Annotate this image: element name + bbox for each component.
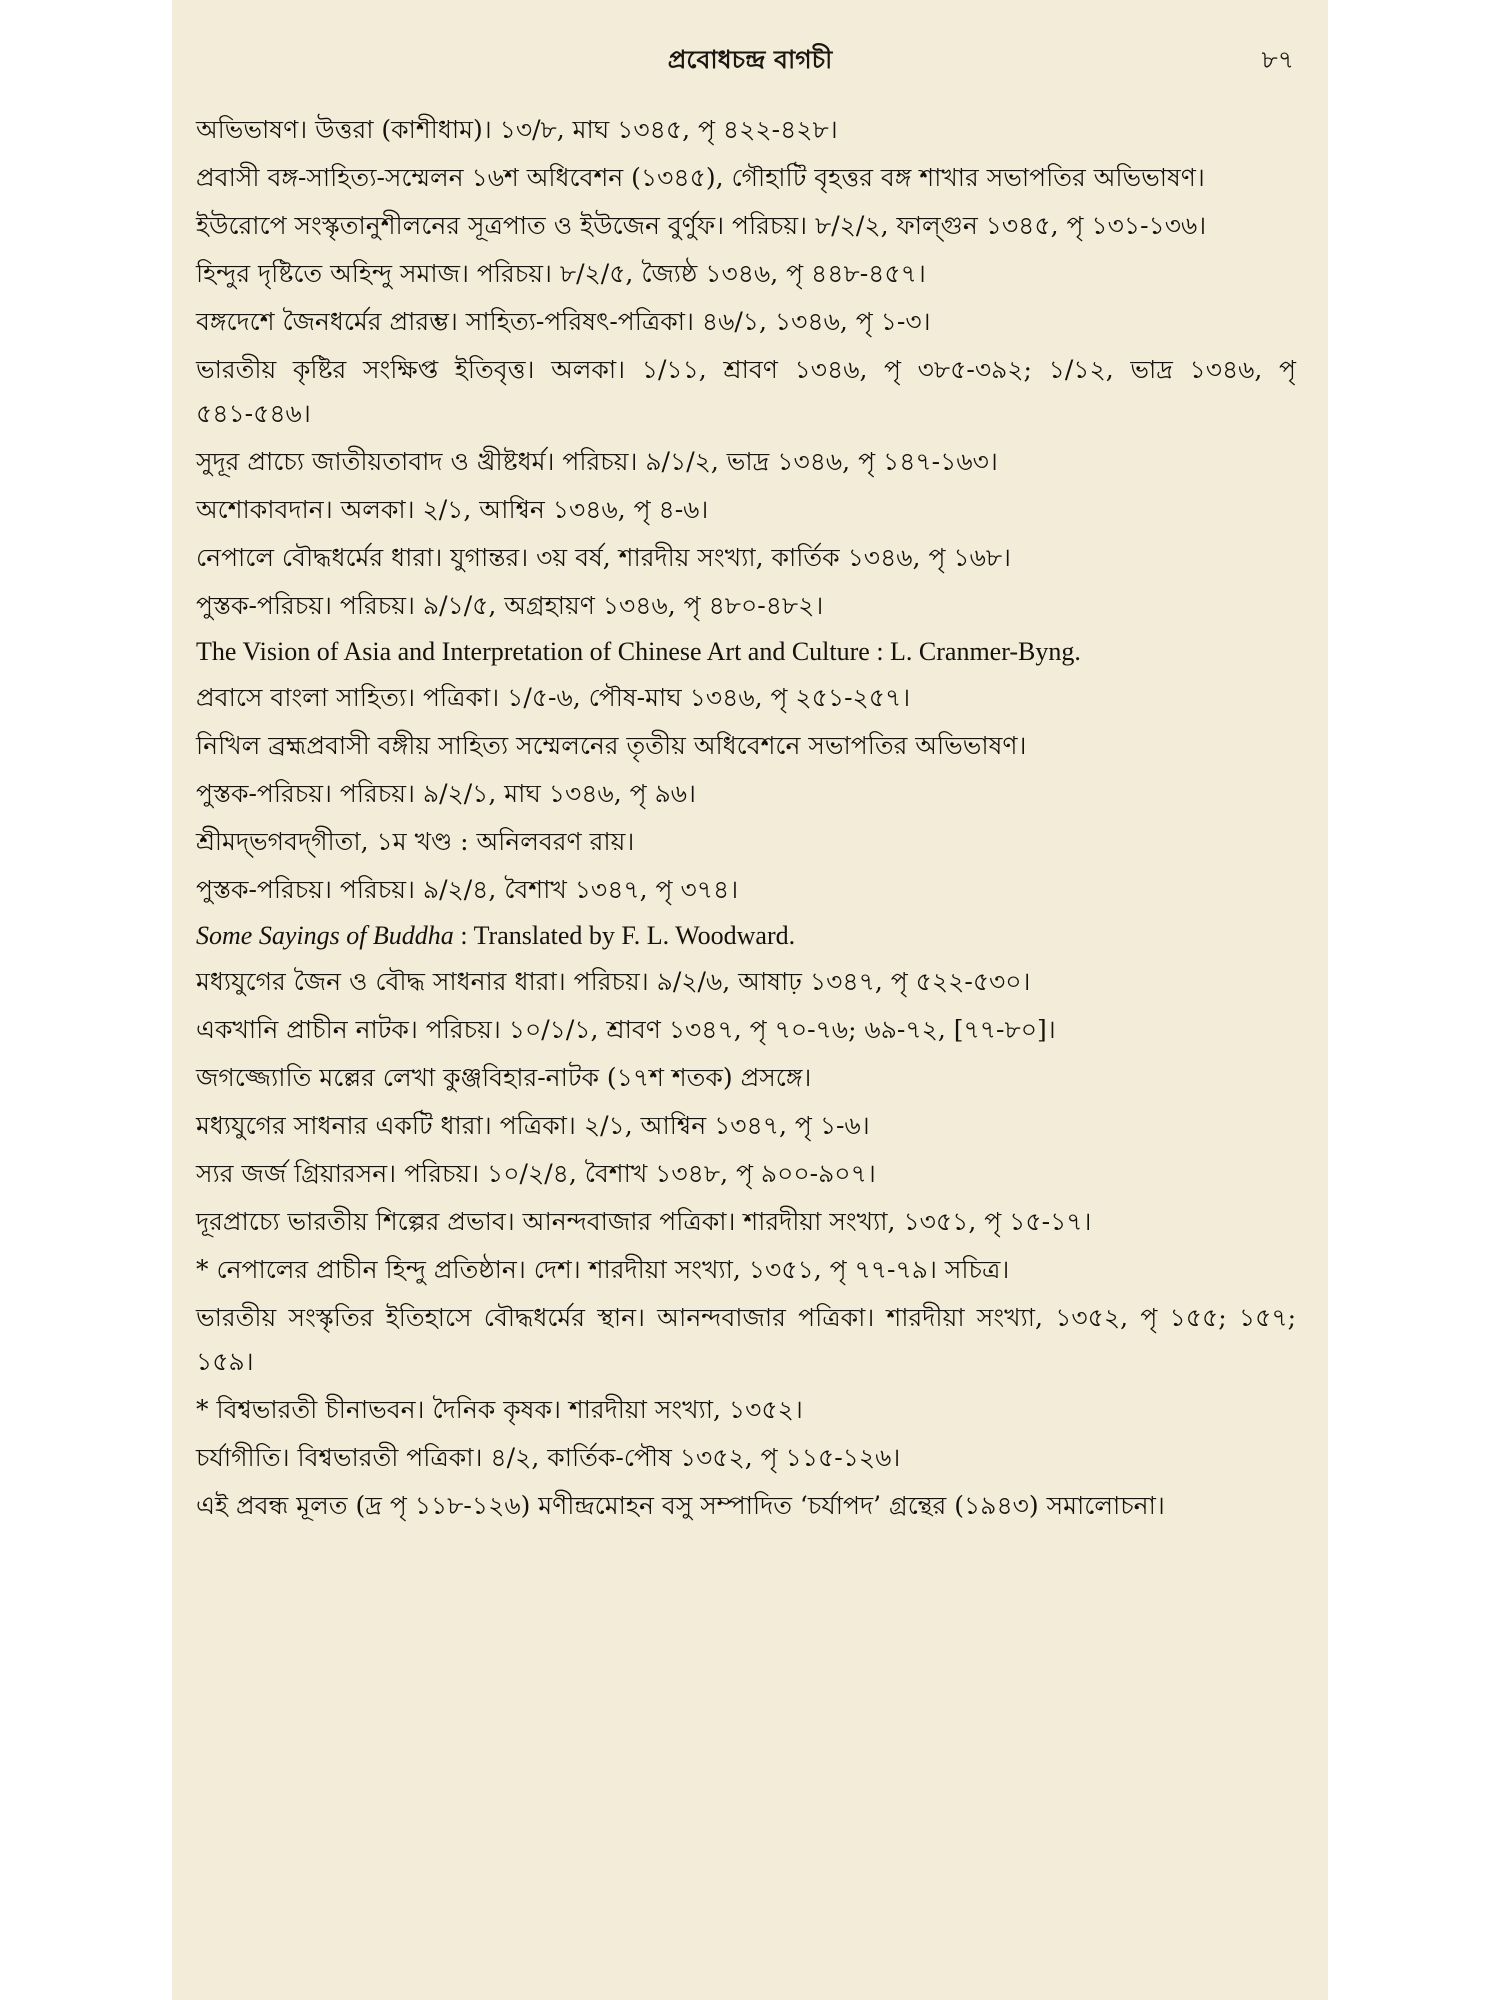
bibliography-entry: সুদূর প্রাচ্যে জাতীয়তাবাদ ও খ্রীষ্টধর্ম। পরিচয়। ৯/১/২, ভাদ্র ১৩৪৬, পৃ ১৪৭-১৬৩। bbox=[196, 447, 998, 476]
bibliography-entry: হিন্দুর দৃষ্টিতে অহিন্দু সমাজ। পরিচয়। ৮/২/৫, জ্যৈষ্ঠ ১৩৪৬, পৃ ৪৪৮-৪৫৭। bbox=[196, 259, 926, 288]
bibliography-entry: * নেপালের প্রাচীন হিন্দু প্রতিষ্ঠান। দেশ। শারদীয়া সংখ্যা, ১৩৫১, পৃ ৭৭-৭৯। সচিত্র। bbox=[196, 1255, 1010, 1284]
bibliography-note: এই প্রবন্ধ মূলত (দ্র পৃ ১১৮-১২৬) মণীন্দ্রমোহন বসু সম্পাদিত ‘চর্যাপদ’ গ্রন্থের (১৯৪৩) সমালোচনা। bbox=[196, 1491, 1165, 1520]
bibliography-note: নিখিল ব্রহ্মপ্রবাসী বঙ্গীয় সাহিত্য সম্মেলনের তৃতীয় অধিবেশনে সভাপতির অভিভাষণ। bbox=[196, 731, 1027, 760]
page-header bbox=[172, 40, 1328, 80]
bibliography-note: প্রবাসী বঙ্গ-সাহিত্য-সম্মেলন ১৬শ অধিবেশন (১৩৪৫), গৌহাটি বৃহত্তর বঙ্গ শাখার সভাপতির অভিভাষণ। bbox=[196, 163, 1205, 192]
reviewed-book-title: The Vision of Asia and Interpretation of Chinese Art and Culture : L. Cranmer-Byng. bbox=[196, 637, 1081, 666]
book-page bbox=[172, 0, 1328, 2000]
bibliography-entry: অশোকাবদান। অলকা। ২/১, আশ্বিন ১৩৪৬, পৃ ৪-৬। bbox=[196, 495, 709, 524]
bibliography-entry: ইউরোপে সংস্কৃতানুশীলনের সূত্রপাত ও ইউজেন বুর্ণুফ। পরিচয়। ৮/২/২, ফাল্গুন ১৩৪৫, পৃ ১৩১-১৩৬। bbox=[196, 211, 1207, 240]
bibliography-entry: মধ্যযুগের সাধনার একটি ধারা। পত্রিকা। ২/১, আশ্বিন ১৩৪৭, পৃ ১-৬। bbox=[196, 1111, 870, 1140]
bibliography-entry: দূরপ্রাচ্যে ভারতীয় শিল্পের প্রভাব। আনন্দবাজার পত্রিকা। শারদীয়া সংখ্যা, ১৩৫১, পৃ ১৫-১৭। bbox=[196, 1207, 1092, 1236]
bibliography-entry: অভিভাষণ। উত্তরা (কাশীধাম)। ১৩/৮, মাঘ ১৩৪৫, পৃ ৪২২-৪২৮। bbox=[196, 115, 838, 144]
bibliography-entry: একখানি প্রাচীন নাটক। পরিচয়। ১০/১/১, শ্রাবণ ১৩৪৭, পৃ ৭০-৭৬; ৬৯-৭২, [৭৭-৮০]। bbox=[196, 1015, 1056, 1044]
bibliography-entry: প্রবাসে বাংলা সাহিত্য। পত্রিকা। ১/৫-৬, পৌষ-মাঘ ১৩৪৬, পৃ ২৫১-২৫৭। bbox=[196, 683, 911, 712]
bibliography-note: জগজ্জ্যোতি মল্লের লেখা কুঞ্জবিহার-নাটক (১৭শ শতক) প্রসঙ্গে। bbox=[196, 1063, 812, 1092]
bibliography-entry: পুস্তক-পরিচয়। পরিচয়। ৯/২/৪, বৈশাখ ১৩৪৭, পৃ ৩৭৪। bbox=[196, 875, 739, 904]
reviewed-book-title bbox=[196, 916, 1296, 956]
bibliography-entry: ভারতীয় কৃষ্টির সংক্ষিপ্ত ইতিবৃত্ত। অলকা। ১/১১, শ্রাবণ ১৩৪৬, পৃ ৩৮৫-৩৯২; ১/১২, ভাদ্র ১৩৪৬, পৃ ৫৪১-৫৪৬। bbox=[196, 355, 1296, 428]
bibliography-entry: * বিশ্বভারতী চীনাভবন। দৈনিক কৃষক। শারদীয়া সংখ্যা, ১৩৫২। bbox=[196, 1395, 803, 1424]
reviewed-book-italic-title: Some Sayings of Buddha bbox=[196, 921, 454, 950]
bibliography-entry: চর্যাগীতি। বিশ্বভারতী পত্রিকা। ৪/২, কার্তিক-পৌষ ১৩৫২, পৃ ১১৫-১২৬। bbox=[196, 1443, 901, 1472]
reviewed-book-title: শ্রীমদ্‌ভগবদ্‌গীতা, ১ম খণ্ড : অনিলবরণ রায়। bbox=[196, 827, 635, 856]
bibliography-entry: নেপালে বৌদ্ধধর্মের ধারা। যুগান্তর। ৩য় বর্ষ, শারদীয় সংখ্যা, কার্তিক ১৩৪৬, পৃ ১৬৮। bbox=[196, 543, 1011, 572]
running-title: প্রবোধচন্দ্র বাগচী bbox=[667, 45, 833, 74]
bibliography-list bbox=[196, 108, 1296, 1532]
page-number: ৮৭ bbox=[1261, 45, 1294, 74]
bibliography-entry: পুস্তক-পরিচয়। পরিচয়। ৯/১/৫, অগ্রহায়ণ ১৩৪৬, পৃ ৪৮০-৪৮২। bbox=[196, 591, 824, 620]
bibliography-entry: ভারতীয় সংস্কৃতির ইতিহাসে বৌদ্ধধর্মের স্থান। আনন্দবাজার পত্রিকা। শারদীয়া সংখ্যা, ১৩৫২, পৃ ১৫৫; ১৫৭; ১৫৯। bbox=[196, 1303, 1296, 1376]
bibliography-entry: বঙ্গদেশে জৈনধর্মের প্রারম্ভ। সাহিত্য-পরিষৎ-পত্রিকা। ৪৬/১, ১৩৪৬, পৃ ১-৩। bbox=[196, 307, 931, 336]
reviewed-book-translator: : Translated by F. L. Woodward. bbox=[453, 921, 796, 950]
bibliography-entry: মধ্যযুগের জৈন ও বৌদ্ধ সাধনার ধারা। পরিচয়। ৯/২/৬, আষাঢ় ১৩৪৭, পৃ ৫২২-৫৩০। bbox=[196, 967, 1031, 996]
bibliography-entry: পুস্তক-পরিচয়। পরিচয়। ৯/২/১, মাঘ ১৩৪৬, পৃ ৯৬। bbox=[196, 779, 696, 808]
bibliography-entry: স্যর জর্জ গ্রিয়ারসন। পরিচয়। ১০/২/৪, বৈশাখ ১৩৪৮, পৃ ৯০০-৯০৭। bbox=[196, 1159, 876, 1188]
